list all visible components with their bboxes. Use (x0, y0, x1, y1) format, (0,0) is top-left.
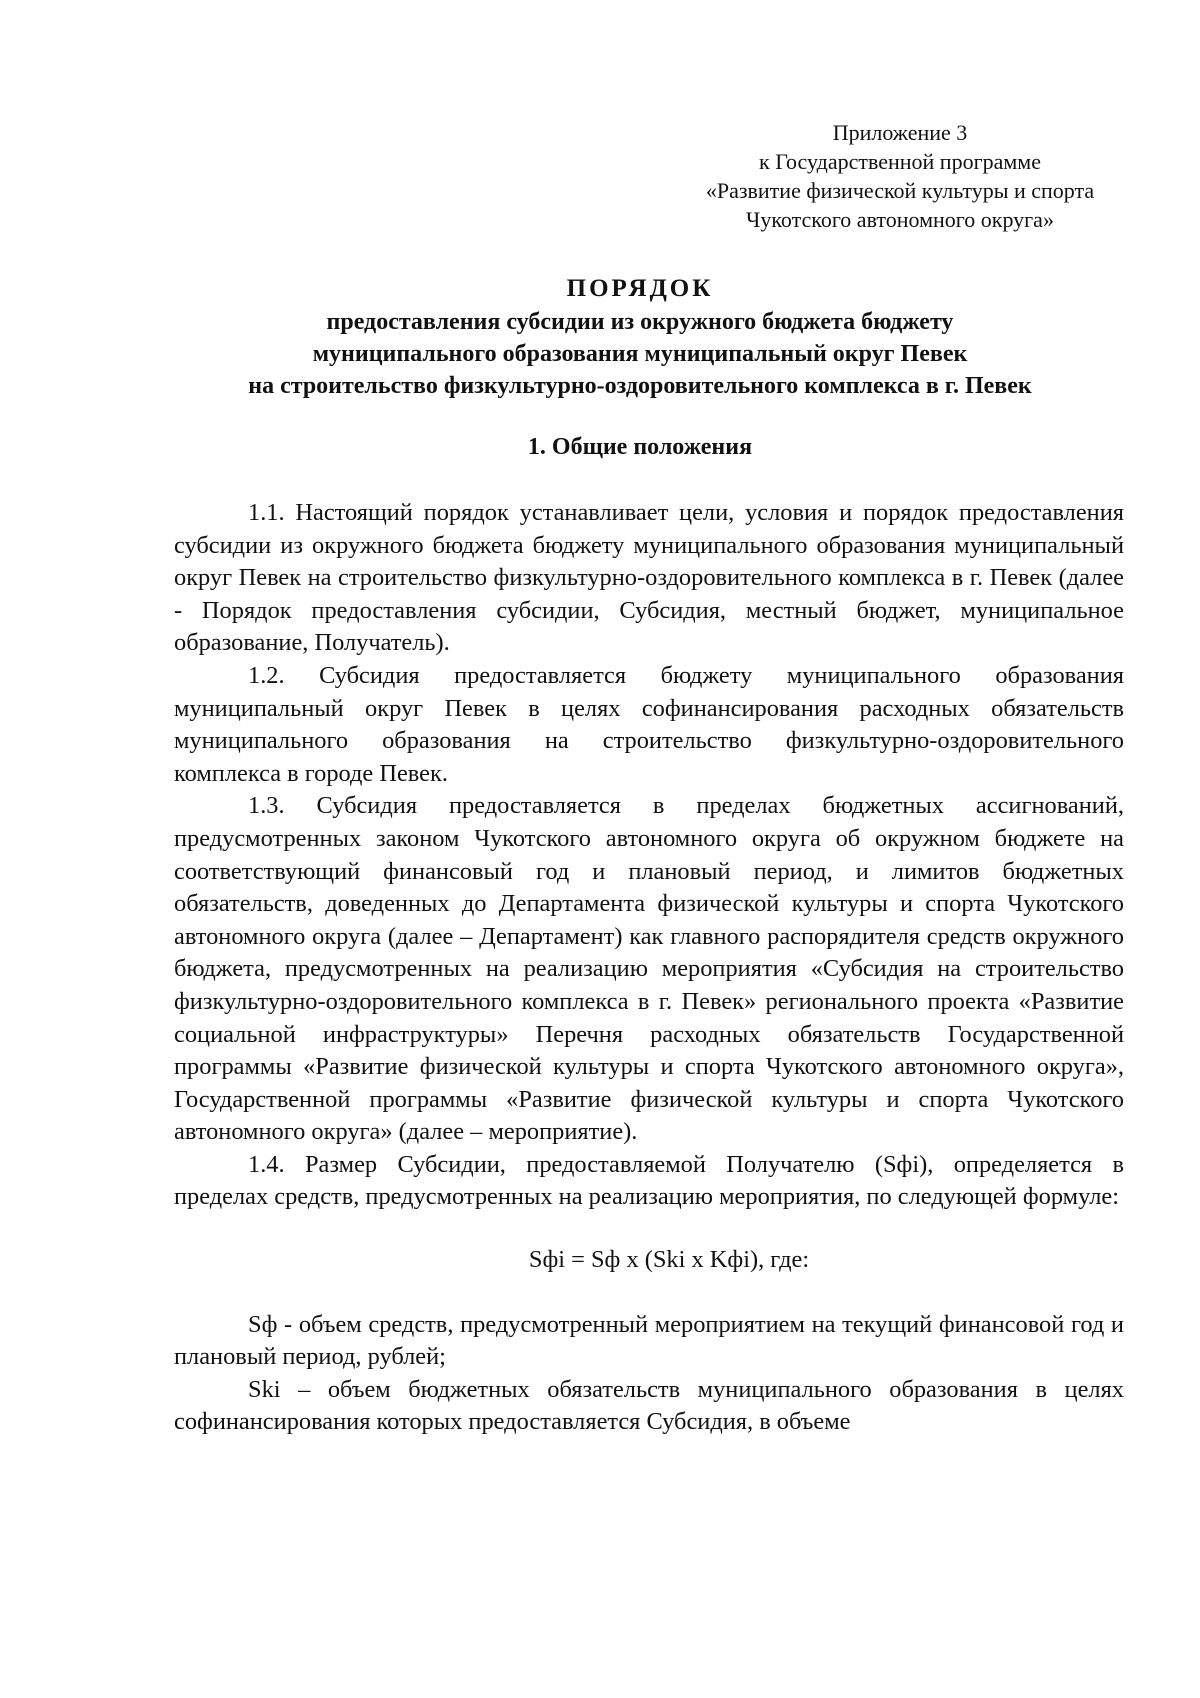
paragraph-1-2: 1.2. Субсидия предоставляется бюджету муниципального образования муниципальный округ Певек в целях софинансирования расходных обязательств муниципального образования на строительство физкультурно-оздоровительного комплекса в городе Певек. (174, 661, 1124, 787)
appendix-line: к Государственной программе (759, 149, 1041, 174)
appendix-reference (660, 118, 1140, 234)
subsidy-formula: Sфi = Sф x (Ski x Kфi), где: (528, 1246, 810, 1274)
paragraph-1-4: 1.4. Размер Субсидии, предоставляемой Получателю (Sфi), определяется в пределах средств, предусмотренных на реализацию мероприятия, по следующей формуле: (174, 1150, 1124, 1211)
subtitle-line: муниципального образования муниципальный округ Певек (312, 341, 968, 367)
document-title-block (160, 272, 1120, 402)
section-heading: 1. Общие положения (527, 434, 753, 460)
document-body (174, 497, 1124, 1439)
subtitle-line: предоставления субсидии из окружного бюджета бюджету (326, 309, 954, 335)
paragraph-1-3: 1.3. Субсидия предоставляется в пределах бюджетных ассигнований, предусмотренных законом Чукотского автономного округа об окружном бюджете на соответствующий финансовый год и плановый период, и лимитов бюджетных обязательств, доведенных до Департамента физической культуры и спорта Чукотского автономного округа (далее – Департамент) как главного распорядителя средств окружного бюджета, предусмотренных на реализацию мероприятия «Субсидия на строительство физкультурно-оздоровительного комплекса в г. Певек» регионального проекта «Развитие социальной инфраструктуры» Перечня расходных обязательств Государственной программы «Развитие физической культуры и спорта Чукотского автономного округа», Государственной программы «Развитие физической культуры и спорта Чукотского автономного округа» (далее – мероприятие). (174, 792, 1124, 1146)
document-title: ПОРЯДОК (566, 275, 714, 302)
subtitle-line: на строительство физкультурно-оздоровительного комплекса в г. Певек (248, 373, 1032, 399)
definition-sf: Sф - объем средств, предусмотренный мероприятием на текущий финансовой год и плановый период, рублей; (174, 1310, 1124, 1371)
document-subtitle (160, 306, 1120, 402)
paragraph-1-1: 1.1. Настоящий порядок устанавливает цели, условия и порядок предоставления субсидии из окружного бюджета бюджету муниципального образования муниципальный округ Певек на строительство физкультурно-оздоровительного комплекса в г. Певек (далее - Порядок предоставления субсидии, Субсидия, местный бюджет, муниципальное образование, Получатель). (174, 499, 1124, 657)
appendix-line: Приложение 3 (832, 120, 968, 145)
appendix-line: «Развитие физической культуры и спорта (705, 178, 1095, 203)
definition-ski: Ski – объем бюджетных обязательств муниципального образования в целях софинансирования которых предоставляется Субсидия, в объеме (174, 1375, 1124, 1436)
appendix-line: Чукотского автономного округа» (746, 207, 1054, 232)
